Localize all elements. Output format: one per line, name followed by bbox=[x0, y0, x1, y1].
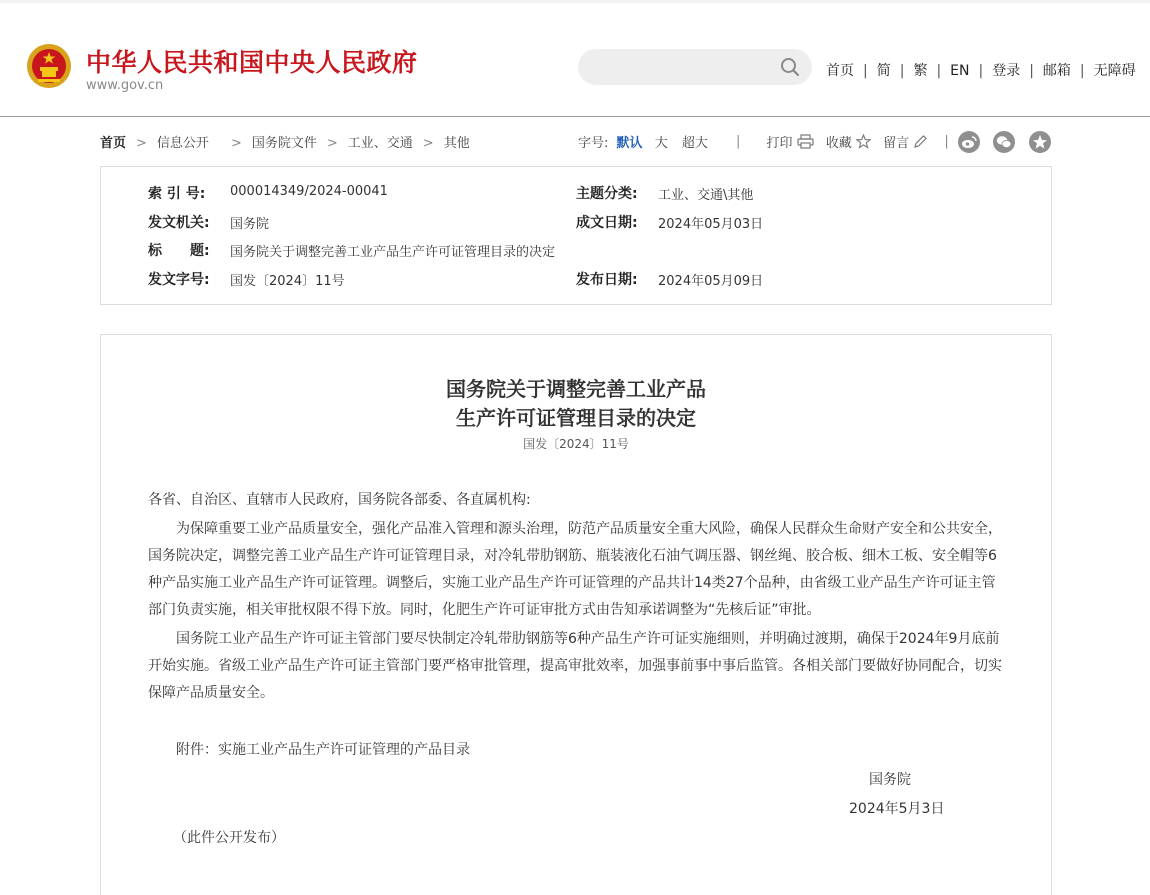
nav-simplified[interactable]: 简 bbox=[876, 63, 891, 79]
weibo-icon bbox=[961, 134, 977, 150]
wechat-share[interactable] bbox=[993, 131, 1015, 153]
article-title-line2: 生产许可证管理目录的决定 bbox=[456, 406, 696, 430]
star-icon bbox=[856, 134, 871, 149]
nav-mail[interactable]: 邮箱 bbox=[1042, 63, 1071, 79]
font-size-xlarge[interactable]: 超大 bbox=[681, 136, 708, 151]
doc-number-value: 国发〔2024〕11号 bbox=[230, 274, 345, 289]
top-nav: 首页 | 简 | 繁 | EN | 登录 | 邮箱 | 无障碍 bbox=[826, 63, 1136, 79]
title-label: 标 题: bbox=[148, 243, 210, 259]
weibo-share[interactable] bbox=[958, 131, 980, 153]
favorite-label: 收藏 bbox=[825, 136, 852, 151]
font-size-large[interactable]: 大 bbox=[654, 136, 668, 151]
chevron-right-icon: > bbox=[230, 136, 242, 151]
article-doc-number: 国发〔2024〕11号 bbox=[523, 437, 629, 451]
publication-note: （此件公开发布） bbox=[173, 830, 285, 846]
chevron-right-icon: > bbox=[422, 136, 434, 151]
salutation: 各省、自治区、直辖市人民政府，国务院各部委、各直属机构: bbox=[148, 492, 531, 508]
nav-traditional[interactable]: 繁 bbox=[913, 63, 928, 79]
pencil-icon bbox=[913, 134, 928, 149]
signer: 国务院 bbox=[869, 772, 911, 788]
qzone-icon bbox=[1032, 134, 1048, 150]
printer-icon bbox=[797, 134, 814, 149]
written-date-value: 2024年05月03日 bbox=[658, 217, 764, 232]
article-title-line1: 国务院关于调整完善工业产品 bbox=[446, 377, 706, 401]
breadcrumb-home[interactable]: 首页 bbox=[100, 136, 127, 151]
qzone-share[interactable] bbox=[1029, 131, 1051, 153]
breadcrumb-state-council-docs[interactable]: 国务院文件 bbox=[251, 136, 317, 151]
wechat-icon bbox=[996, 134, 1012, 150]
index-value: 000014349/2024-00041 bbox=[230, 184, 388, 199]
article-body bbox=[100, 334, 1052, 895]
site-header bbox=[0, 3, 1150, 117]
comment-button[interactable] bbox=[883, 132, 928, 151]
issuer-value: 国务院 bbox=[230, 217, 270, 232]
document-metadata bbox=[100, 166, 1052, 305]
written-date-label: 成文日期: bbox=[576, 215, 638, 231]
national-emblem-icon[interactable] bbox=[26, 43, 72, 89]
print-button[interactable] bbox=[767, 132, 814, 151]
breadcrumb-industry-transport[interactable]: 工业、交通 bbox=[347, 136, 413, 151]
nav-login[interactable]: 登录 bbox=[992, 63, 1021, 79]
published-date-value: 2024年05月09日 bbox=[658, 274, 764, 289]
title-value: 国务院关于调整完善工业产品生产许可证管理目录的决定 bbox=[230, 245, 556, 260]
topic-value: 工业、交通\其他 bbox=[658, 188, 754, 203]
nav-home[interactable]: 首页 bbox=[826, 63, 854, 79]
search-input[interactable] bbox=[594, 55, 778, 81]
attachment-note: 附件：实施工业产品生产许可证管理的产品目录 bbox=[176, 742, 470, 758]
breadcrumb bbox=[100, 132, 470, 151]
site-domain: www.gov.cn bbox=[86, 78, 164, 93]
issuer-label: 发文机关: bbox=[148, 215, 210, 231]
doc-number-label: 发文字号: bbox=[148, 272, 210, 288]
article-tools: 字号: 默认 大 超大 | 打印 收藏 留言 | bbox=[578, 134, 949, 151]
topic-label: 主题分类: bbox=[576, 186, 638, 202]
published-date-label: 发布日期: bbox=[576, 272, 638, 288]
paragraph-1: 为保障重要工业产品质量安全，强化产品准入管理和源头治理，防范产品质量安全重大风险，确保人民群众生命财产安全和公共安全，国务院决定，调整完善工业产品生产许可证管理目录，对冷轧带肋钢筋、瓶装液化石油气调压器、钢丝绳、胶合板、细木工板、安全帽等6种产品实施工业产品生产许可证管理。调整后，实施工业产品生产许可证管理的产品共计14类27个品种，由省级工业产品生产许可证主管部门负责实施，相关审批权限不得下放。同时，化肥生产许可证审批方式由告知承诺调整为“先核后证”审批。 bbox=[148, 521, 1002, 618]
font-size-default[interactable]: 默认 bbox=[616, 136, 643, 151]
comment-label: 留言 bbox=[883, 136, 910, 151]
index-label: 索 引 号: bbox=[148, 186, 206, 202]
breadcrumb-info-open[interactable]: 信息公开 bbox=[156, 136, 209, 151]
search-box bbox=[578, 49, 812, 85]
search-icon[interactable] bbox=[780, 57, 800, 77]
site-name[interactable]: 中华人民共和国中央人民政府 bbox=[86, 48, 418, 77]
font-size-label: 字号: bbox=[578, 136, 609, 151]
breadcrumb-other[interactable]: 其他 bbox=[443, 136, 470, 151]
paragraph-2: 国务院工业产品生产许可证主管部门要尽快制定冷轧带肋钢筋等6种产品生产许可证实施细则，并明确过渡期，确保于2024年9月底前开始实施。省级工业产品生产许可证主管部门要严格审批管理，提高审批效率，加强事前事中事后监管。各相关部门要做好协同配合，切实保障产品质量安全。 bbox=[148, 631, 1002, 701]
chevron-right-icon: > bbox=[326, 136, 338, 151]
print-label: 打印 bbox=[766, 136, 793, 151]
chevron-right-icon: > bbox=[136, 136, 147, 151]
signing-date: 2024年5月3日 bbox=[849, 801, 945, 817]
favorite-button[interactable] bbox=[826, 132, 871, 151]
nav-accessibility[interactable]: 无障碍 bbox=[1093, 63, 1136, 79]
nav-english[interactable]: EN bbox=[950, 63, 970, 79]
